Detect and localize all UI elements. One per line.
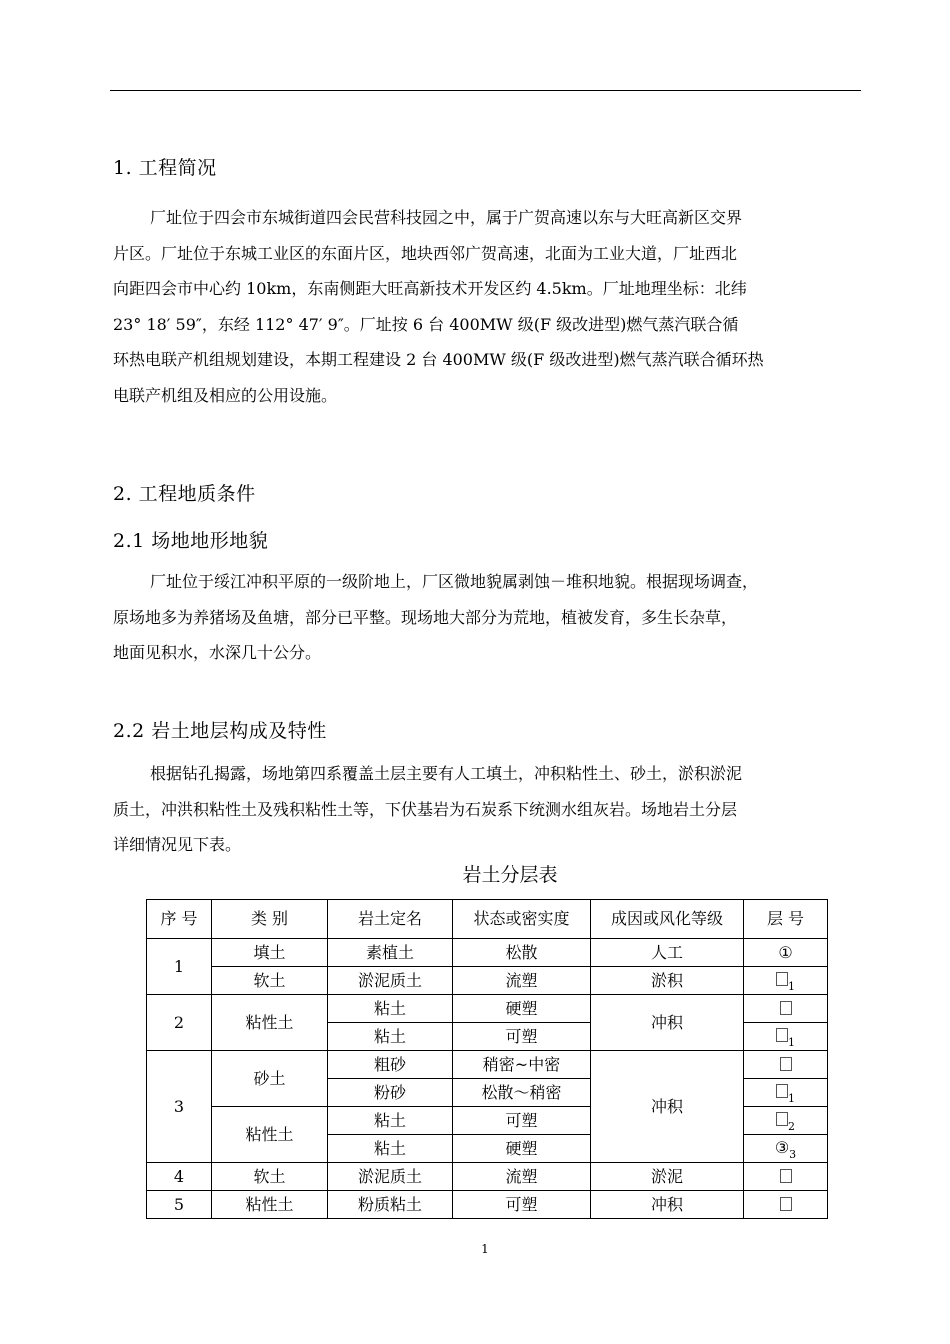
cell-soil: 粗砂 <box>328 1051 453 1079</box>
cell-no: 2 <box>147 995 212 1051</box>
cell-layer <box>744 1135 828 1163</box>
para-line: 厂址位于绥江冲积平原的一级阶地上，厂区微地貌属剥蚀－堆积地貌。根据现场调查， <box>150 572 759 591</box>
missing-glyph-icon <box>780 1057 792 1071</box>
cell-state: 流塑 <box>453 1163 591 1191</box>
missing-glyph-icon <box>780 1169 792 1183</box>
layer-subscript: 2 <box>788 1119 795 1133</box>
cell-state: 可塑 <box>453 1023 591 1051</box>
para-line: 原场地多为养猪场及鱼塘，部分已平整。现场地大部分为荒地，植被发育，多生长杂草， <box>113 607 738 627</box>
cell-no: 4 <box>147 1163 212 1191</box>
cell-state: 硬塑 <box>453 1135 591 1163</box>
cell-layer <box>744 967 828 995</box>
section-1-paragraph <box>113 200 861 414</box>
layer-subscript: 1 <box>788 1035 795 1049</box>
table-row <box>147 939 828 967</box>
para-line: 质土，冲洪积粘性土及残积粘性土等，下伏基岩为石炭系下统测水组灰岩。场地岩土分层 <box>113 799 738 819</box>
missing-glyph-icon <box>776 972 788 986</box>
table-row <box>147 967 828 995</box>
table-row <box>147 1191 828 1219</box>
cell-soil: 素植土 <box>328 939 453 967</box>
cell-state: 稍密~中密 <box>453 1051 591 1079</box>
header-cell: 层 号 <box>744 900 828 939</box>
cell-layer <box>744 995 828 1023</box>
table-row <box>147 1051 828 1079</box>
cell-category: 软土 <box>212 967 328 995</box>
para-line: 电联产机组及相应的公用设施。 <box>113 385 338 405</box>
header-cell: 岩土定名 <box>328 900 453 939</box>
soil-layer-table <box>146 899 828 1219</box>
missing-glyph-icon <box>780 1001 792 1015</box>
cell-genesis: 冲积 <box>591 1191 744 1219</box>
cell-no: 3 <box>147 1051 212 1163</box>
cell-genesis: 冲积 <box>591 1051 744 1163</box>
table-row <box>147 1163 828 1191</box>
section-2-2-paragraph <box>113 756 861 863</box>
cell-soil: 粘土 <box>328 1023 453 1051</box>
cell-state: 硬塑 <box>453 995 591 1023</box>
cell-category: 粘性土 <box>212 1191 328 1219</box>
cell-category: 粘性土 <box>212 995 328 1051</box>
section-2-1-heading: 2.1 场地地形地貌 <box>113 530 269 552</box>
cell-soil: 淤泥质土 <box>328 967 453 995</box>
para-line: 根据钻孔揭露，场地第四系覆盖土层主要有人工填土，冲积粘性土、砂土，淤积淤泥 <box>150 764 743 783</box>
cell-genesis: 淤积 <box>591 967 744 995</box>
missing-glyph-icon <box>776 1112 788 1126</box>
layer-main: ③ <box>774 1137 790 1157</box>
section-2-2-heading: 2.2 岩土地层构成及特性 <box>113 720 327 742</box>
para-line: 详细情况见下表。 <box>113 835 242 855</box>
table-header-row <box>147 900 828 939</box>
para-line: 片区。厂址位于东城工业区的东面片区，地块西邻广贺高速，北面为工业大道，厂址西北 <box>113 243 738 263</box>
section-2-1-paragraph <box>113 564 861 671</box>
cell-category: 填土 <box>212 939 328 967</box>
cell-no: 5 <box>147 1191 212 1219</box>
cell-layer <box>744 1079 828 1107</box>
header-cell: 状态或密实度 <box>453 900 591 939</box>
cell-genesis: 人工 <box>591 939 744 967</box>
section-2-heading: 2. 工程地质条件 <box>113 483 256 505</box>
table-caption: 岩土分层表 <box>462 864 558 886</box>
section-1-heading: 1. 工程简况 <box>113 157 217 179</box>
header-cell: 序 号 <box>147 900 212 939</box>
cell-soil: 粉质粘土 <box>328 1191 453 1219</box>
cell-state: 流塑 <box>453 967 591 995</box>
para-line: 厂址位于四会市东城街道四会民营科技园之中，属于广贺高速以东与大旺高新区交界 <box>150 208 743 227</box>
para-line: 地面见积水，水深几十公分。 <box>113 643 322 663</box>
layer-subscript: 1 <box>788 1091 795 1105</box>
missing-glyph-icon <box>776 1084 788 1098</box>
cell-soil: 粘土 <box>328 995 453 1023</box>
header-cell: 成因或风化等级 <box>591 900 744 939</box>
cell-state: 可塑 <box>453 1107 591 1135</box>
cell-category: 砂土 <box>212 1051 328 1107</box>
para-line: 向距四会市中心约 10km，东南侧距大旺高新技术开发区约 4.5km。厂址地理坐标：北纬 <box>113 279 747 299</box>
cell-layer <box>744 1163 828 1191</box>
cell-layer <box>744 1107 828 1135</box>
cell-genesis: 淤泥 <box>591 1163 744 1191</box>
layer-subscript: 1 <box>788 979 795 993</box>
table-row <box>147 995 828 1023</box>
cell-no: 1 <box>147 939 212 995</box>
cell-layer <box>744 1051 828 1079</box>
cell-state: 松散～稍密 <box>453 1079 591 1107</box>
cell-layer <box>744 1023 828 1051</box>
cell-category: 粘性土 <box>212 1107 328 1163</box>
header-cell: 类 别 <box>212 900 328 939</box>
cell-layer: ① <box>744 939 828 967</box>
cell-soil: 粘土 <box>328 1107 453 1135</box>
cell-state: 可塑 <box>453 1191 591 1219</box>
header-rule <box>110 90 861 91</box>
cell-layer <box>744 1191 828 1219</box>
cell-genesis: 冲积 <box>591 995 744 1051</box>
para-line: 23° 18′ 59″，东经 112° 47′ 9″。厂址按 6 台 400MW 级(F 级改进型)燃气蒸汽联合循 <box>113 314 739 334</box>
cell-soil: 粉砂 <box>328 1079 453 1107</box>
para-line: 环热电联产机组规划建设，本期工程建设 2 台 400MW 级(F 级改进型)燃气蒸汽联合循环热 <box>113 350 764 370</box>
layer-subscript: 3 <box>789 1147 797 1161</box>
cell-soil: 淤泥质土 <box>328 1163 453 1191</box>
cell-soil: 粘土 <box>328 1135 453 1163</box>
cell-category: 软土 <box>212 1163 328 1191</box>
cell-state: 松散 <box>453 939 591 967</box>
missing-glyph-icon <box>780 1197 792 1211</box>
missing-glyph-icon <box>776 1028 788 1042</box>
page-number: 1 <box>481 1242 489 1256</box>
